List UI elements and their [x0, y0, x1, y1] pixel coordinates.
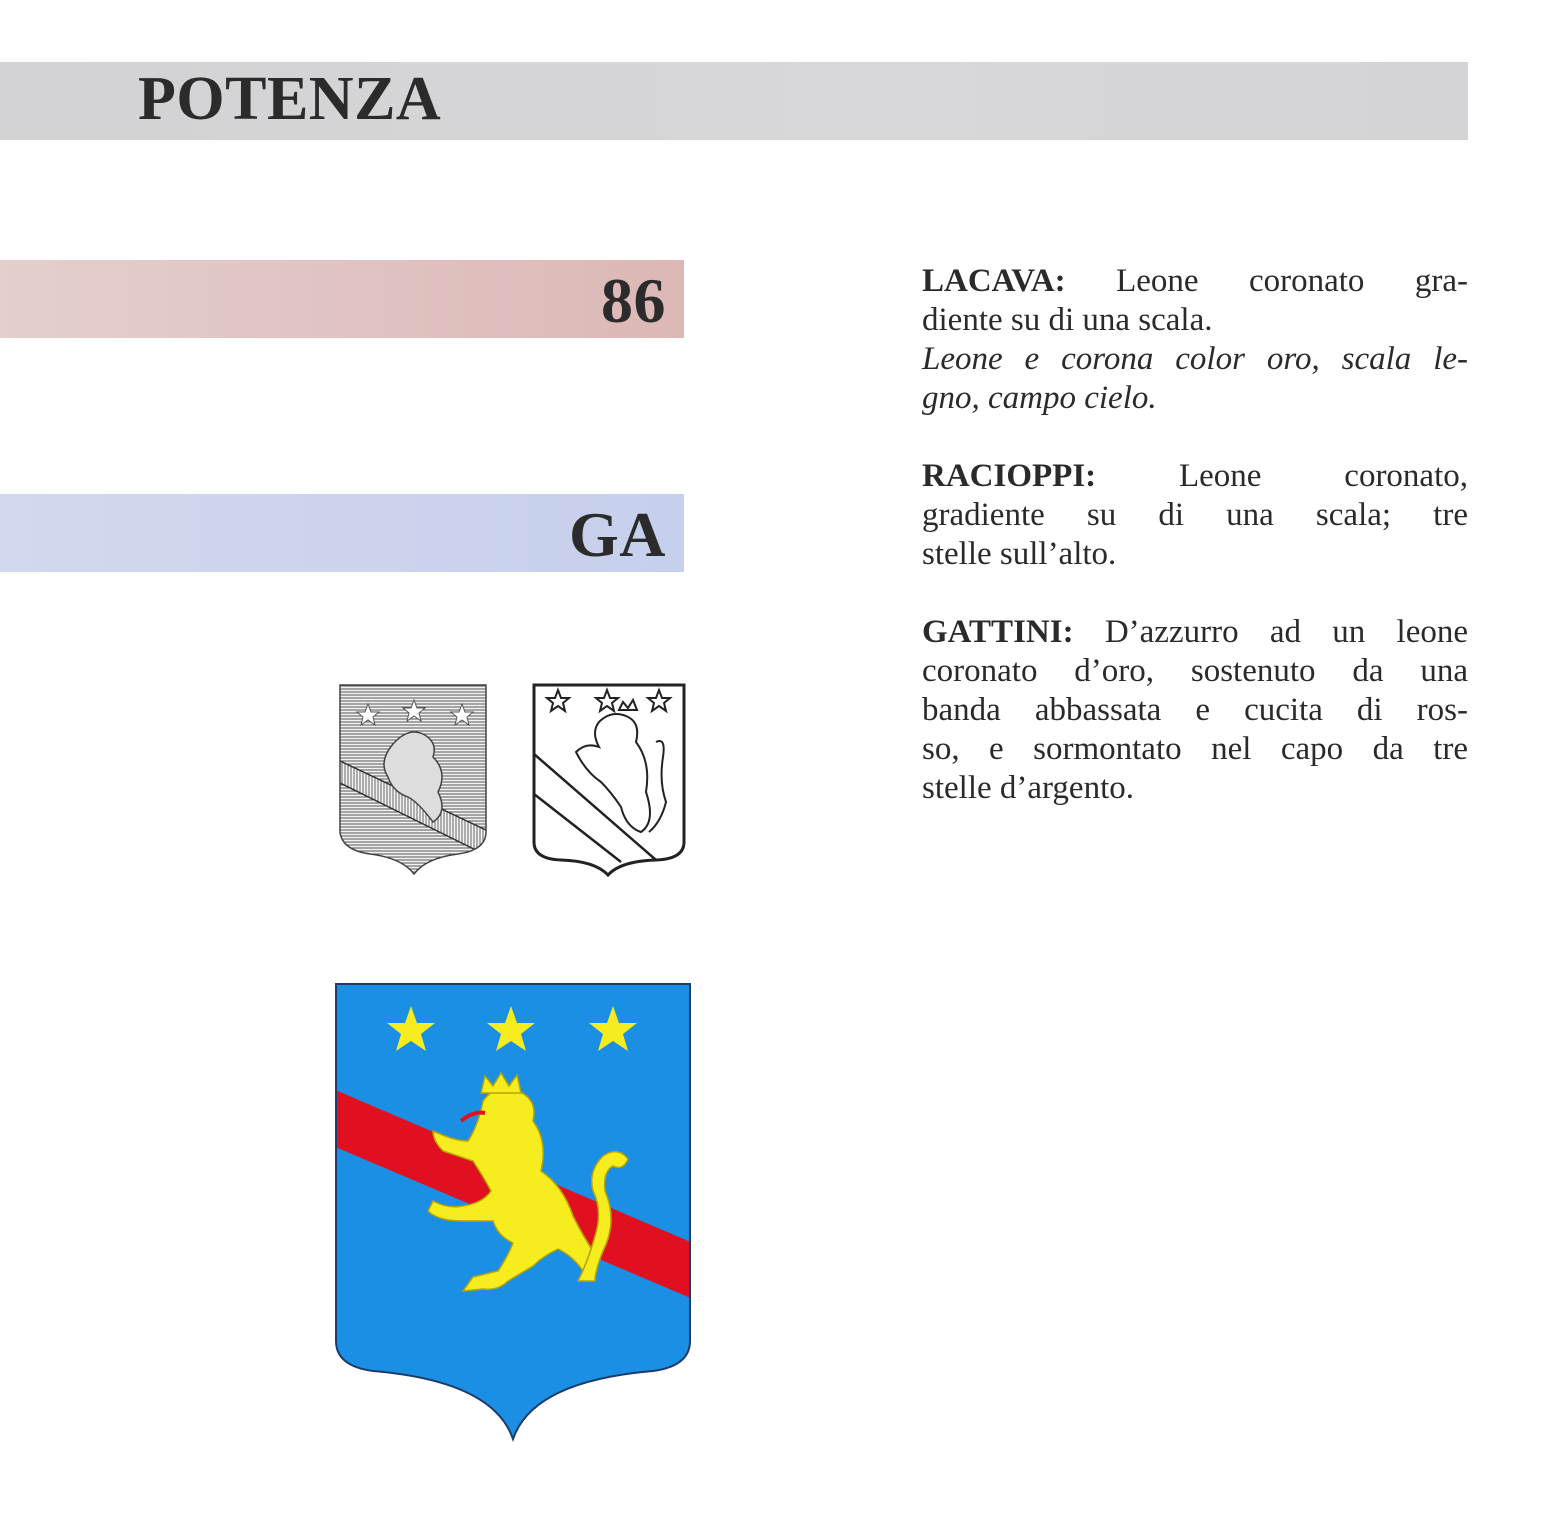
text-line: banda abbassata e cucita di ros-	[922, 692, 1468, 728]
author-label: GATTINI:	[922, 614, 1074, 650]
entry-number: 86	[601, 265, 666, 336]
outline-shield	[531, 682, 688, 878]
description-gattini	[922, 613, 1468, 808]
text-line: so, e sormontato nel capo da tre	[922, 731, 1468, 767]
description-racioppi	[922, 457, 1468, 574]
title-band	[0, 62, 1468, 140]
author-label: LACAVA:	[922, 263, 1066, 299]
text-line: stelle d’argento.	[922, 770, 1134, 806]
text-line: D’azzurro ad un leone	[1104, 614, 1468, 650]
page-title: POTENZA	[138, 65, 442, 133]
number-band	[0, 260, 684, 338]
text-line: gno, campo cielo.	[922, 380, 1157, 416]
text-line: gradiente su di una scala; tre	[922, 497, 1468, 533]
coat-of-arms	[333, 981, 693, 1443]
code-band	[0, 494, 684, 572]
text-line: stelle sull’alto.	[922, 536, 1117, 572]
description-lacava	[922, 262, 1468, 418]
text-line: Leone coronato gra-	[1116, 263, 1468, 299]
text-line: diente su di una scala.	[922, 302, 1213, 338]
author-label: RACIOPPI:	[922, 458, 1097, 494]
text-line: Leone coronato,	[1179, 458, 1468, 494]
text-line: coronato d’oro, sostenuto da una	[922, 653, 1468, 689]
engraved-shield	[338, 682, 490, 877]
text-line: Leone e corona color oro, scala le-	[922, 341, 1468, 377]
province-code: GA	[569, 499, 666, 570]
descriptions	[922, 262, 1468, 847]
